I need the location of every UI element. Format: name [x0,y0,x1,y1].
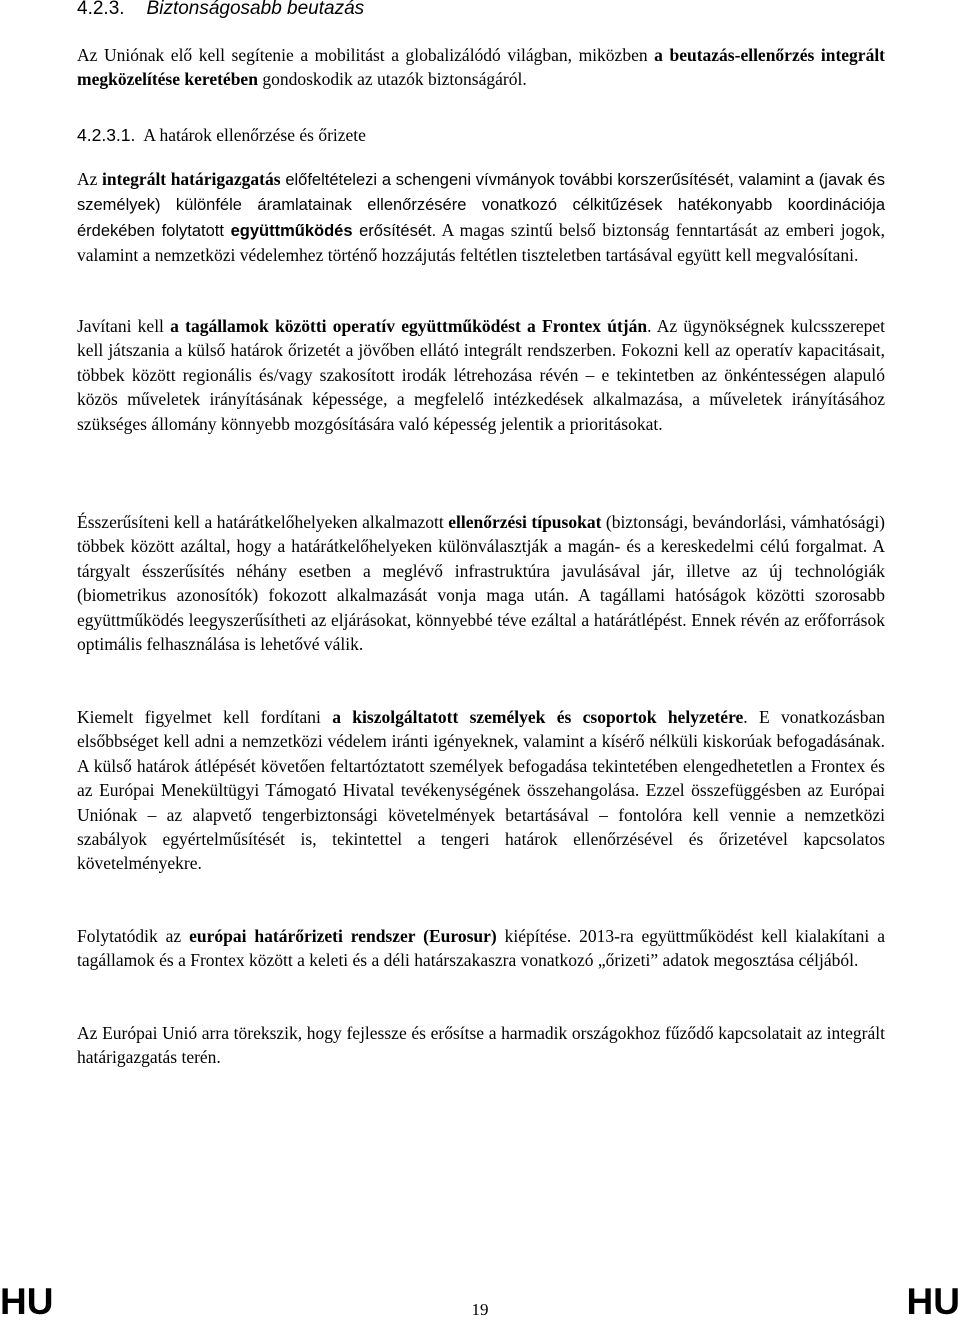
subsection-number: 4.2.3.1. [77,125,136,145]
p1-bold: integrált határigazgatás [101,169,281,189]
p5-text-2: kiépítése. 2013-ra együttműködést kell kialakítani a tagállamok és a Frontex között a keleti és a déli határszakaszra vonatkozó „őrizeti” adatok megosztása céljából. [77,926,885,971]
footer-language-right: HU [906,1281,960,1322]
paragraph-third-countries [77,1021,885,1070]
p5-bold: európai határőrizeti rendszer (Eurosur) [189,926,497,946]
p5-text: Folytatódik az [77,926,190,946]
intro-bold: a beutazás-ellenőrzés integrált megközelítése keretében [77,45,886,90]
subsection-title: A határok ellenőrzése és őrizete [143,125,366,145]
paragraph-integrated-border-management [77,167,885,268]
paragraph-frontex [77,314,885,436]
footer-language-left: HU [0,1281,54,1322]
p3-text-2: (biztonsági, bevándorlási, vámhatósági) többek között azáltal, hogy a határátkelőhelyeken különválasztják a magán- és a kereskedelmi célú forgalmat. A tárgyalt ésszerűsítés néhány esetben a meglévő infrastruktúra javulásával jár, illetve az új technológiák (biometrikus azonosítók) fokozott alkalmazását vonja maga után. A tagállami hatóságok közötti szorosabb együttműködés leegyszerűsítheti az eljárásokat, könnyebbé téve ezáltal a határátlépést. Ennek révén az erőforrások optimális felhasználása is lehetővé válik. [77,512,886,655]
p4-text-2: . E vonatkozásban elsőbbséget kell adni a nemzetközi védelem iránti igényeknek, valamint a kísérő nélküli kiskorúak befogadásának. A külső határok átlépését követően feltartóztatott személyek befogadása tekintetében elengedhetetlen a Frontex és az Európai Menekültügyi Támogató Hivatal tevékenységének összehangolása. Ezzel összefüggésben az Európai Uniónak – az alapvető tengerbiztonsági követelmények betartásával – fontolóra kell vennie a nemzetközi szabályok egyértelműsítését is, tekintettel a tengeri határok ellenőrzésével és őrizetével kapcsolatos követelményekre. [77,707,886,874]
paragraph-eurosur [77,924,885,973]
p4-bold: a kiszolgáltatott személyek és csoportok helyzetére [332,707,744,727]
p2-text-2: . Az ügynökségnek kulcsszerepet kell játszania a külső határok őrizetét a jövőben ellátó integrált rendszerben. Fokozni kell az operatív kapacitásait, többek között regionális és/vagy szakosított irodák létrehozása révén – e tekintetben az önkéntességen alapuló közös műveletek irányításának képessége, a megfelelő intézkedések alkalmazása, a műveletek irányításához szükséges állomány könnyebb mozgósítására való képesség jelentik a prioritásokat. [77,316,885,434]
paragraph-control-types [77,510,885,656]
p2-bold: a tagállamok közötti operatív együttműködést a Frontex útján [170,316,648,336]
section-number: 4.2.3. [77,0,125,19]
p6-text: Az Európai Unió arra törekszik, hogy fejlessze és erősítse a harmadik országokhoz fűződő kapcsolatait az integrált határigazgatás terén. [77,1023,885,1068]
p3-text: Ésszerűsíteni kell a határátkelőhelyeken alkalmazott [77,512,449,532]
p4-text: Kiemelt figyelmet kell fordítani [77,707,333,727]
p1-text-4: A magas szintű belső biztonság fenntartását az emberi jogok, valamint a nemzetközi védelemhez történő hozzájutás feltétlen tiszteletben tartásával együtt kell megvalósítani. [77,219,885,266]
section-title: Biztonságosabb beutazás [146,0,365,19]
p1-text: Az [77,169,102,189]
p2-text: Javítani kell [77,316,171,336]
intro-text: Az Uniónak elő kell segítenie a mobilitást a globalizálódó világban, miközben [77,45,655,65]
page-number: 19 [471,1300,489,1319]
paragraph-vulnerable-persons [77,705,885,876]
p1-text-2: előfeltételezi a schengeni vívmányok további korszerűsítését, valamint a (javak és személyek) különféle áramlatainak ellenőrzésére vonatkozó célkitűzések hatékonyabb koordinációja érdekében folytatott [77,171,885,240]
subsection-heading [77,125,366,146]
p1-text-3: erősítését. [352,221,437,240]
p1-bold-2: együttműködés [230,221,353,240]
intro-paragraph [77,43,885,92]
intro-text-end: gondoskodik az utazók biztonságáról. [257,69,527,90]
p3-bold: ellenőrzési típusokat [448,512,602,532]
section-heading [77,0,364,20]
